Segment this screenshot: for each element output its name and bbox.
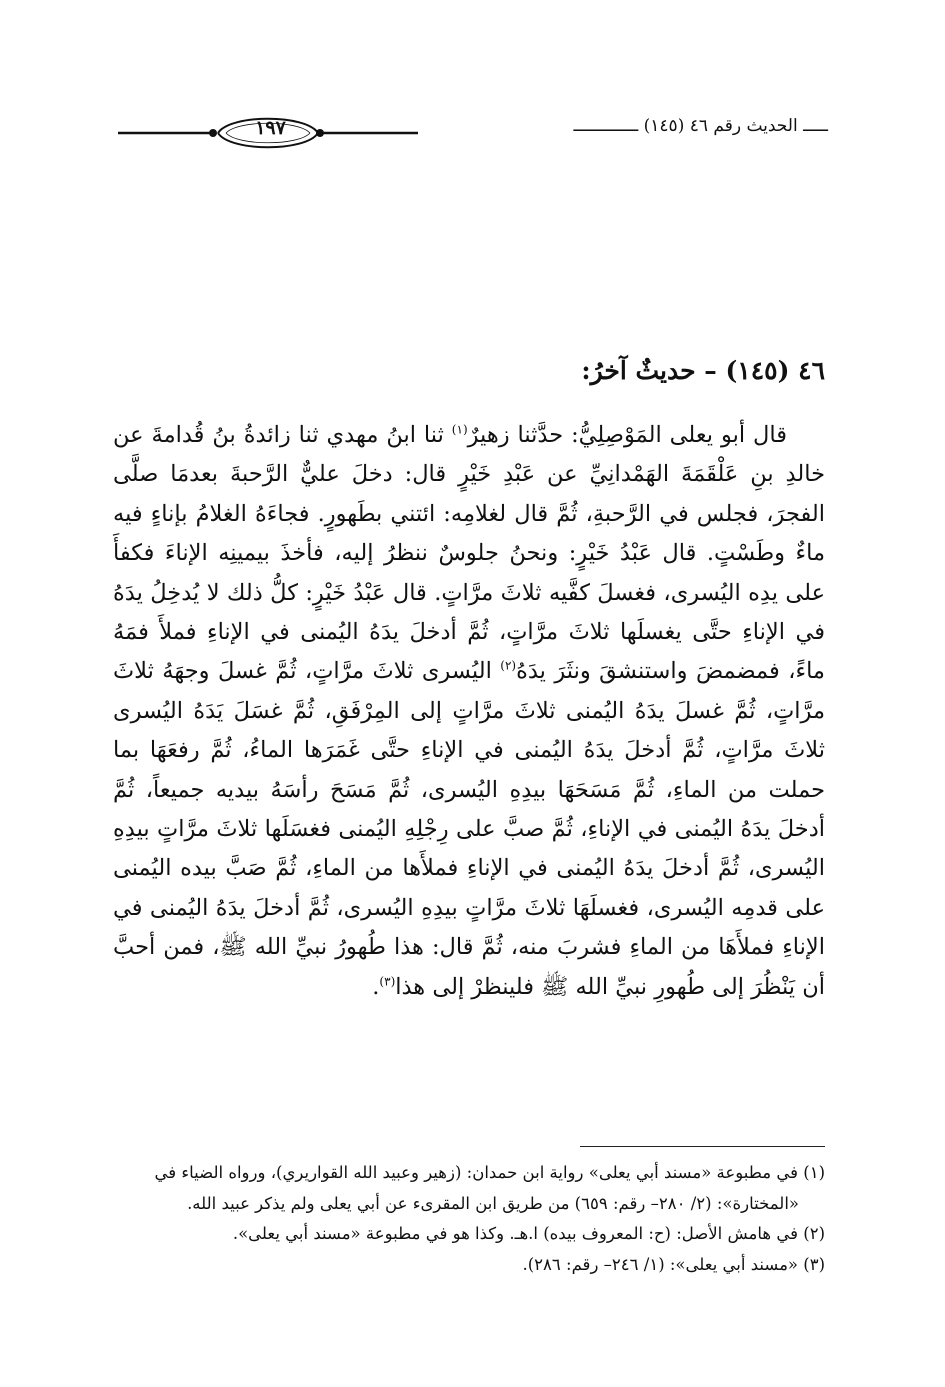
footnote-ref-1[interactable]: (١) — [451, 422, 468, 437]
footnote-ref-2[interactable]: (٢) — [500, 658, 517, 673]
footnote-3-line-1: (٣) «مسند أبي يعلى»: (١/ ٢٤٦– رقم: ٢٨٦). — [522, 1254, 825, 1274]
footnote-2-line-1: (٢) في هامش الأصل: (ح: المعروف بيده) ا.هـ. وكذا هو في مطبوعة «مسند أبي يعلى». — [232, 1224, 825, 1243]
page-number: ١٩٧ — [255, 117, 286, 139]
running-title: ـــــ الحديث رقم ٤٦ (١٤٥) ـــــــــــــ — [573, 116, 828, 136]
footnote-1-line-1: (١) في مطبوعة «مسند أبي يعلى» رواية ابن حمدان: (زهير وعبيد الله القواريري)، ورواه الضياء في — [154, 1163, 825, 1182]
hadith-heading: ٤٦ (١٤٥) – حديثٌ آخرُ: — [581, 356, 825, 385]
footnote-1 — [113, 1158, 825, 1219]
footnote-1-line-2: «المختارة»: (٢/ ٢٨٠– رقم: ٦٥٩) من طريق ابن المقرىء عن أبي يعلى ولم يذكر عبيد الله. — [187, 1193, 799, 1213]
footnote-ref-3[interactable]: (٣) — [379, 974, 396, 989]
text-part-1: قال أبو يعلى المَوْصِلِيُّ: حدَّثنا زهيرٌ — [467, 422, 787, 448]
footnote-3 — [113, 1250, 825, 1281]
footnotes — [113, 1158, 825, 1280]
footnote-divider — [580, 1146, 825, 1147]
text-part-4: . — [372, 973, 380, 1000]
footnote-2 — [113, 1219, 825, 1250]
page-header — [118, 108, 828, 158]
hadith-text — [113, 416, 825, 1007]
text-part-3: اليُسرى ثلاثَ مرَّاتٍ، ثُمَّ غسلَ وجهَهُ ثلاثَ مرَّاتٍ، ثُمَّ غسلَ يدَهُ اليُمنى ثلاثَ مرَّاتٍ إلى المِرْفَقِ، ثُمَّ غسَلَ يَدَهُ اليُسرى ثلاثَ مرَّاتٍ، ثُمَّ أدخلَ يدَهُ اليُمنى في الإناءِ حتَّى غَمَرَها الماءُ، ثُمَّ رفعَهَا بما حملت من الماءِ، ثُمَّ مَسَحَهَا بيدِهِ اليُسرى، ثُمَّ مَسَحَ رأسَهُ بيديه جميعاً، ثُمَّ أدخلَ يدَهُ اليُمنى في الإناءِ، ثُمَّ صبَّ على رِجْلِهِ اليُمنى فغسَلَها ثلاثَ مرَّاتٍ بيدِهِ اليُسرى، ثُمَّ أدخلَ يدَهُ اليُمنى في الإناءِ فملأَها من الماءِ، ثُمَّ صَبَّ بيده اليُمنى على قدمِه اليُسرى، فغسلَهَا ثلاثَ مرَّاتٍ بيدِهِ اليُسرى، ثُمَّ أدخلَ يدَهُ اليُمنى في الإناءِ فملأَهَا من الماءِ فشربَ منه، ثُمَّ قال: هذا طُهورُ نبيِّ الله ﷺ، فمن أحبَّ أن يَنْظُرَ إلى طُهورِ نبيِّ الله ﷺ فلينظرْ إلى هذا — [113, 658, 825, 1000]
text-part-2: ثنا ابنُ مهدي ثنا زائدةُ بنُ قُدامةَ عن خالدِ بنِ عَلْقَمَةَ الهَمْدانِيِّ عن عَبْدِ خَيْرٍ قال: دخلَ عليٌّ الرَّحبةَ بعدمَا صلَّى الفجرَ، فجلس في الرَّحبةِ، ثُمَّ قال لغلامِه: ائتني بطَهورٍ. فجاءَهُ الغلامُ بإناءٍ فيه ماءٌ وطَسْتٍ. قال عَبْدُ خَيْرٍ: ونحنُ جلوسٌ ننظرُ إليه، فأخذَ بيمينِه الإناءَ فكفأَ على يدِه اليُسرى، فغسلَ كفَّيه ثلاثَ مرَّاتٍ. قال عَبْدُ خَيْرٍ: كلُّ ذلك لا يُدخِلُ يدَهُ في الإناءِ حتَّى يغسلَها ثلاثَ مرَّاتٍ، ثُمَّ أدخلَ يدَهُ اليُمنى في الإناءِ فملأَ فمَهُ ماءً، فمضمضَ واستنشقَ ونثَرَ يدَهُ — [113, 422, 825, 685]
